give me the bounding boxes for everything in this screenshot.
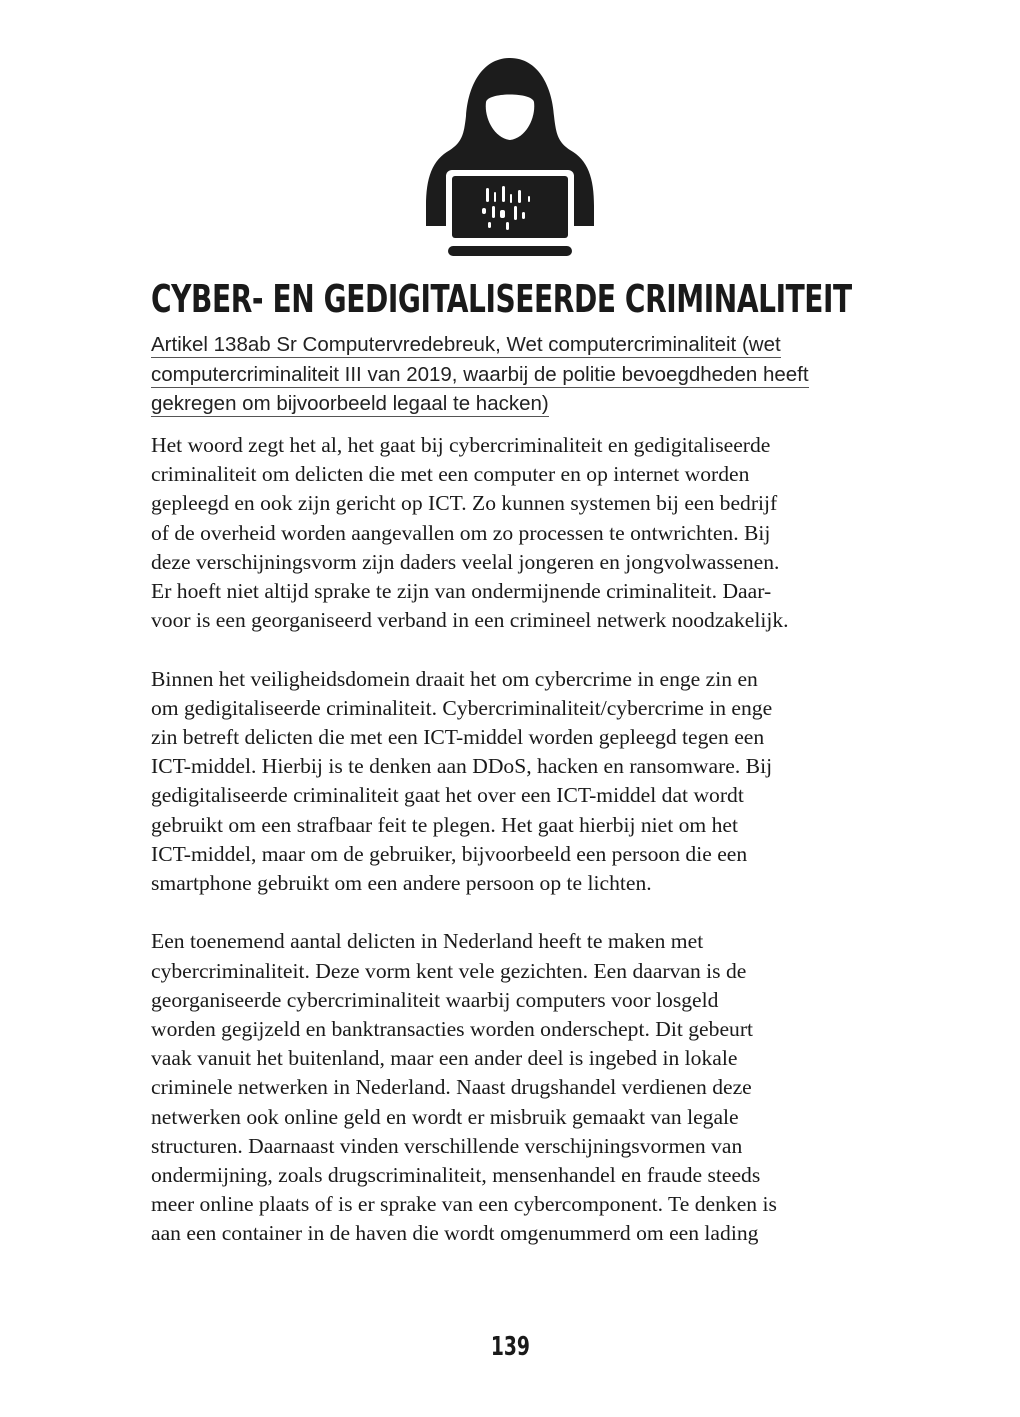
text-line: voor is een georganiseerd verband in een crimineel netwerk noodzakelijk.: [151, 608, 789, 633]
text-line: deze verschijningsvorm zijn daders veelal jongeren en jongvolwassenen.: [151, 549, 780, 574]
article-reference-line: Artikel 138ab Sr Computervredebreuk, Wet computercriminaliteit (wet: [151, 333, 781, 356]
text-line: worden gegijzeld en banktransacties worden onderschept. Dit gebeurt: [151, 1017, 754, 1042]
text-line: netwerken ook online geld en wordt er misbruik gemaakt van legale: [151, 1104, 739, 1129]
text-line: Binnen het veiligheidsdomein draait het om cybercrime in enge zin en: [151, 666, 758, 691]
text-line: om gedigitaliseerde criminaliteit. Cybercriminaliteit/cybercrime in enge: [151, 695, 773, 720]
text-line: criminaliteit om delicten die met een computer en op internet worden: [151, 462, 750, 487]
text-line: zin betreft delicten die met een ICT-middel worden gepleegd tegen een: [151, 725, 765, 750]
text-line: Het woord zegt het al, het gaat bij cybercriminaliteit en gedigitaliseerde: [151, 433, 771, 457]
text-line: criminele netwerken in Nederland. Naast drugshandel verdienen deze: [151, 1075, 752, 1100]
text-line: ICT-middel, maar om de gebruiker, bijvoorbeeld een persoon die een: [151, 841, 748, 866]
text-line: aan een container in de haven die wordt omgenummerd om een lading: [151, 1221, 759, 1246]
text-line: ICT-middel. Hierbij is te denken aan DDoS, hacken en ransomware. Bij: [151, 754, 773, 779]
page-title: CYBER- EN GEDIGITALISEERDE CRIMINALITEIT: [151, 277, 852, 321]
text-line: Er hoeft niet altijd sprake te zijn van ondermijnende criminaliteit. Daar-: [151, 579, 772, 604]
text-line: vaak vanuit het buitenland, maar een ander deel is ingebed in lokale: [151, 1046, 738, 1071]
page-number: 139: [490, 1332, 530, 1362]
hooded-hacker-laptop-icon: [422, 56, 598, 260]
article-reference-line: gekregen om bijvoorbeeld legaal te hacken): [151, 392, 549, 415]
text-line: gebruikt om een strafbaar feit te plegen. Het gaat hierbij niet om het: [151, 812, 739, 837]
text-line: gepleegd en ook zijn gericht op ICT. Zo kunnen systemen bij een bedrijf: [151, 491, 778, 516]
paragraph-3: [151, 927, 871, 1248]
text-line: of de overheid worden aangevallen om zo processen te ontwrichten. Bij: [151, 520, 771, 545]
body-text: [151, 431, 871, 1278]
text-line: gedigitaliseerde criminaliteit gaat het over een ICT-middel dat wordt: [151, 783, 744, 808]
text-line: ondermijning, zoals drugscriminaliteit, mensenhandel en fraude steeds: [151, 1163, 761, 1188]
article-reference-line: computercriminaliteit III van 2019, waarbij de politie bevoegdheden heeft: [151, 362, 809, 386]
text-line: cybercriminaliteit. Deze vorm kent vele gezichten. Een daarvan is de: [151, 958, 747, 983]
paragraph-1: [151, 431, 871, 635]
text-line: meer online plaats of is er sprake van een cybercomponent. Te denken is: [151, 1192, 777, 1217]
paragraph-2: [151, 665, 871, 899]
text-line: Een toenemend aantal delicten in Nederland heeft te maken met: [151, 929, 704, 954]
hacker-illustration: [422, 56, 598, 260]
text-line: georganiseerde cybercriminaliteit waarbij computers voor losgeld: [151, 987, 719, 1012]
text-line: smartphone gebruikt om een andere persoon op te lichten.: [151, 871, 652, 896]
article-reference: [151, 330, 871, 419]
text-line: structuren. Daarnaast vinden verschillende verschijningsvormen van: [151, 1133, 743, 1158]
